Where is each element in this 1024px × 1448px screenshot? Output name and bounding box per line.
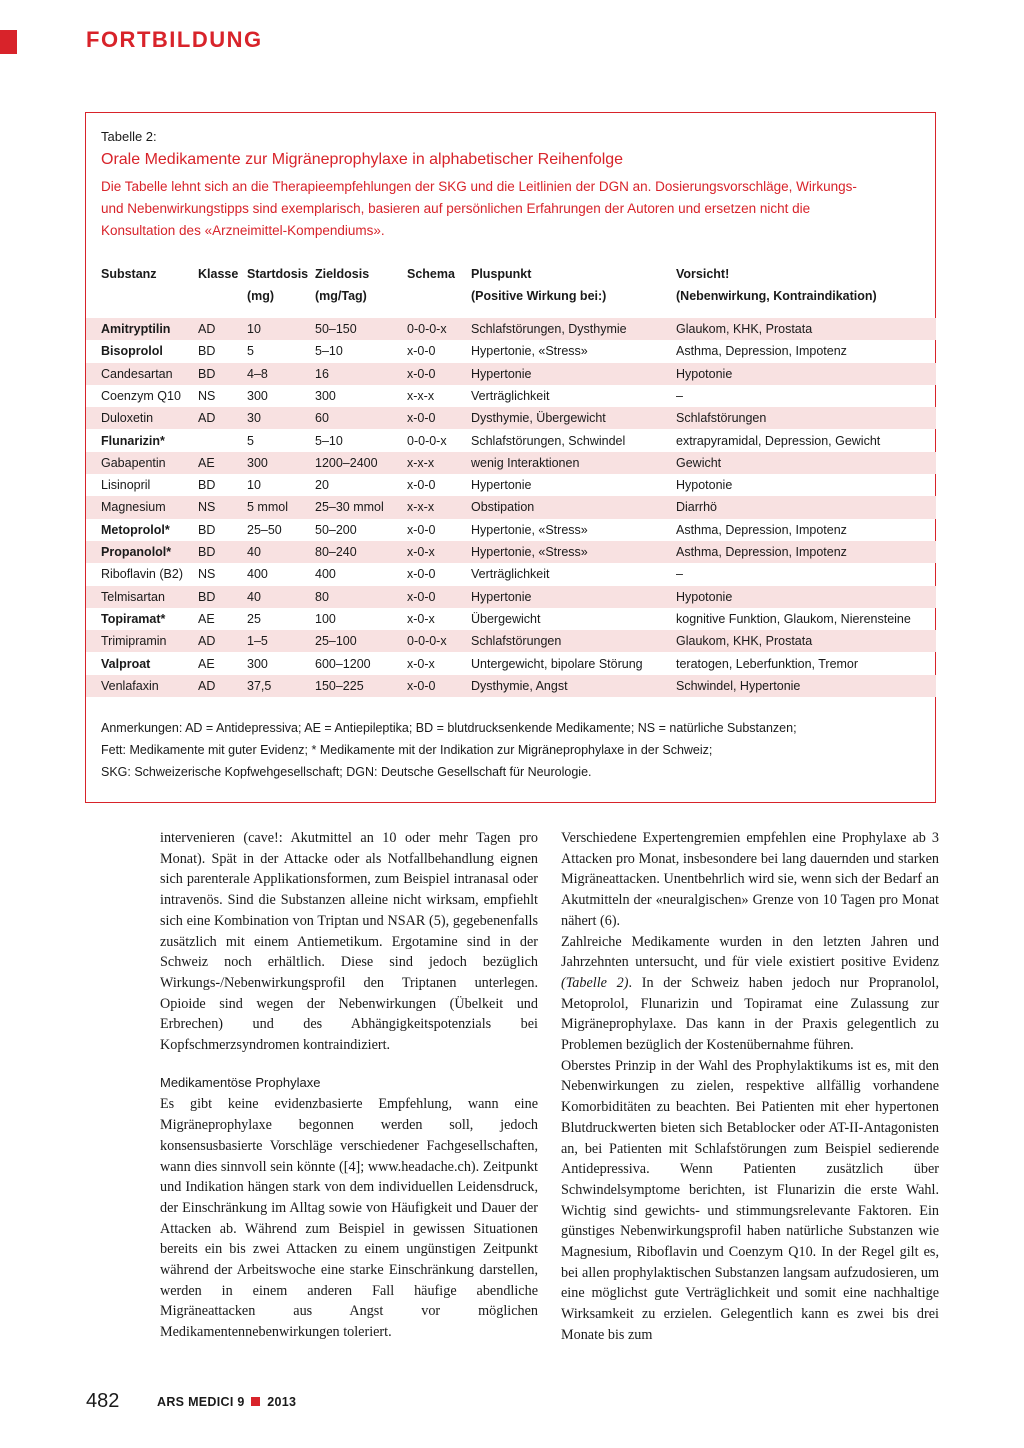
medication-table (85, 112, 936, 803)
subheading: Medikamentöse Prophylaxe (160, 1074, 321, 1090)
header-substanz: Substanz (101, 267, 157, 281)
table-cell: Flunarizin* (101, 433, 165, 448)
table-cell: Hypertonie (471, 589, 532, 604)
table-cell: 600–1200 (315, 656, 371, 671)
table-cell: Trimipramin (101, 634, 167, 649)
square-icon (251, 1397, 260, 1406)
table-cell: Lisinopril (101, 478, 151, 493)
journal-name: ARS MEDICI 9 2013 (157, 1395, 297, 1409)
table-cell: 60 (315, 411, 329, 426)
table-cell: Bisoprolol (101, 344, 163, 359)
table-cell: Diarrhö (676, 500, 717, 515)
table-cell: Hypotonie (676, 478, 733, 493)
table-row (86, 608, 936, 630)
note-line: Fett: Medikamente mit guter Evidenz; * Medikamente mit der Indikation zur Migräneprophylaxe in der Schweiz; (101, 743, 713, 757)
table-cell: Venlafaxin (101, 678, 159, 693)
table-cell: 10 (247, 478, 261, 493)
table-cell: Coenzym Q10 (101, 388, 181, 403)
table-row (86, 430, 936, 452)
table-cell: x-0-x (407, 545, 435, 559)
table-cell: kognitive Funktion, Glaukom, Nierensteine (676, 611, 911, 626)
table-cell: extrapyramidal, Depression, Gewicht (676, 433, 881, 448)
table-cell: 400 (247, 567, 268, 582)
table-cell: 50–200 (315, 522, 357, 537)
table-cell: 16 (315, 366, 329, 381)
table-cell: BD (198, 478, 216, 493)
table-cell: Verträglichkeit (471, 388, 550, 403)
page-number: 482 (86, 1390, 120, 1412)
note-line: Anmerkungen: AD = Antidepressiva; AE = Antiepileptika; BD = blutdrucksenkende Medikamente; NS = natürliche Substanzen; (101, 721, 797, 735)
table-cell: 300 (247, 455, 268, 470)
header-startdosis: Startdosis (mg) (247, 267, 309, 303)
table-cell: NS (198, 500, 216, 515)
table-row (86, 630, 936, 652)
table-cell: 300 (247, 656, 268, 671)
table-cell: 80–240 (315, 545, 357, 559)
table-cell: 40 (247, 545, 261, 559)
table-cell: 1–5 (247, 634, 268, 649)
table-cell: Gabapentin (101, 455, 166, 470)
table-cell: Asthma, Depression, Impotenz (676, 545, 847, 559)
table-row (86, 474, 936, 496)
header-pluspunkt: Pluspunkt (Positive Wirkung bei:) (471, 267, 607, 303)
table-cell: 25 (247, 611, 261, 626)
table-cell: Dysthymie, Angst (471, 678, 568, 693)
table-cell: AD (198, 678, 216, 693)
table-cell: Obstipation (471, 500, 535, 515)
table-cell: 20 (315, 478, 329, 493)
table-cell: – (676, 388, 683, 403)
paragraph: intervenieren (cave!: Akutmittel an 10 oder mehr Tagen pro Monat). Spät in der Attacke oder als Notfallbehandlung eignen sich parenterale Applikationsformen, zum Beispiel intranasal oder intravenös. Sind die Substanzen alleine nicht wirksam, empfiehlt sich eine Kombination von Triptan und NSAR (5), gegebenenfalls zusätzlich mit einem Antiemetikum. Ergotamine sind in der Schweiz noch erhältlich. Diese sind jedoch bezüglich Wirkungs-/Nebenwirkungsprofil den Triptanen unterlegen. Opioide sind wegen der Nebenwirkungen (Übelkeit und Erbrechen) und des Abhängigkeitspotenzials bei Kopfschmerzsyndromen kontraindiziert. (160, 830, 538, 1054)
table-cell: Verträglichkeit (471, 567, 550, 582)
header-zieldosis: Zieldosis (mg/Tag) (315, 267, 370, 303)
table-cell: Hypotonie (676, 366, 733, 381)
table-cell: BD (198, 545, 216, 559)
table-cell: NS (198, 388, 216, 403)
table-cell: 100 (315, 611, 336, 626)
table-cell: Dysthymie, Übergewicht (471, 411, 606, 426)
table-cell: 300 (247, 388, 268, 403)
table-cell: 0-0-0-x (407, 634, 447, 649)
table-cell: 25–30 mmol (315, 500, 384, 515)
table-cell: BD (198, 344, 216, 359)
table-cell: x-0-0 (407, 567, 436, 582)
table-cell: Asthma, Depression, Impotenz (676, 344, 847, 359)
table-cell: Duloxetin (101, 411, 154, 426)
table-cell: 10 (247, 322, 261, 336)
table-row (86, 340, 936, 362)
table-cell: x-0-0 (407, 678, 436, 693)
table-cell: BD (198, 522, 216, 537)
table-cell: Magnesium (101, 500, 166, 515)
table-cell: Hypertonie (471, 478, 532, 493)
table-cell: Schlafstörungen (676, 411, 767, 426)
table-cell: 4–8 (247, 366, 268, 381)
table-cell: 1200–2400 (315, 455, 378, 470)
table-cell: Propanolol* (101, 545, 172, 559)
table-cell: 150–225 (315, 678, 364, 693)
table-cell: x-0-x (407, 611, 435, 626)
table-cell: Valproat (101, 656, 151, 671)
paragraph: Es gibt keine evidenzbasierte Empfehlung, wann eine Migräneprophylaxe begonnen werden soll, jedoch konsensusbasierte Vorschläge verschiedener Fachgesellschaften, wann dies sinnvoll sein könnte ([4]; www.headache.ch). Zeitpunkt und Indikation hängen stark von dem individuellen Leidensdruck, der Einschränkung im Alltag sowie von Häufigkeit und Dauer der Attacken ab. Während zum Beispiel in gewissen Situationen bereits ein bis zwei Attacken zu einem ungünstigen Zeitpunkt während der Arbeitswoche eine starke Einschränkung darstellen, werden in einem anderen Fall häufige abendliche Migräneattacken aus Angst vor möglichen Medikamentennebenwirkungen toleriert. (160, 1096, 538, 1341)
paragraph: Verschiedene Expertengremien empfehlen eine Prophylaxe ab 3 Attacken pro Monat, insbesondere bei lang dauernden und starken Migräneattacken. Unentbehrlich wird sie, wenn sich der Bedarf an Akutmitteln der «neuralgischen» Grenze von 10 Tagen pro Monat nähert (6). (561, 830, 939, 929)
table-cell: Schlafstörungen, Schwindel (471, 433, 626, 448)
table-cell: 0-0-0-x (407, 433, 447, 448)
table-cell: x-0-0 (407, 589, 436, 604)
table-cell: 37,5 (247, 678, 272, 693)
table-cell: wenig Interaktionen (471, 455, 580, 470)
text-column-right (561, 828, 939, 1346)
table-cell: x-x-x (407, 388, 435, 403)
table-cell: 5 (247, 433, 254, 448)
table-row (86, 675, 936, 697)
table-label: Tabelle 2: (101, 129, 157, 144)
table-notes (101, 717, 921, 783)
table-cell: Hypertonie, «Stress» (471, 522, 588, 537)
table-cell: 5 (247, 344, 254, 359)
table-cell: Schlafstörungen (471, 634, 562, 649)
table-cell: Hypertonie, «Stress» (471, 344, 588, 359)
table-cell: Übergewicht (471, 611, 541, 626)
table-row (86, 363, 936, 385)
table-cell: Untergewicht, bipolare Störung (471, 656, 643, 671)
table-cell: Topiramat* (101, 611, 166, 626)
table-cell: Telmisartan (101, 589, 165, 604)
table-cell: AE (198, 611, 215, 626)
table-cell: AE (198, 656, 215, 671)
table-cell: Riboflavin (B2) (101, 567, 183, 582)
table-cell: Hypotonie (676, 589, 733, 604)
text-column-left (160, 828, 538, 1343)
table-cell: x-0-0 (407, 411, 436, 426)
table-cell: Metoprolol* (101, 522, 170, 537)
header-klasse: Klasse (198, 267, 239, 281)
table-cell: x-x-x (407, 500, 435, 515)
table-cell: x-0-0 (407, 478, 436, 493)
header-schema: Schema (407, 267, 455, 281)
table-cell: Candesartan (101, 366, 173, 381)
table-cell: 0-0-0-x (407, 322, 447, 336)
table-cell: 30 (247, 411, 261, 426)
table-cell: x-0-0 (407, 522, 436, 537)
table-cell: Asthma, Depression, Impotenz (676, 522, 847, 537)
note-line: SKG: Schweizerische Kopfwehgesellschaft; DGN: Deutsche Gesellschaft für Neurologie. (101, 765, 592, 779)
section-title: FORTBILDUNG (86, 27, 263, 52)
table-cell: 80 (315, 589, 329, 604)
table-row (86, 519, 936, 541)
table-cell: x-0-0 (407, 366, 436, 381)
table-cell: Hypertonie (471, 366, 532, 381)
table-cell: BD (198, 589, 216, 604)
table-cell: Amitryptilin (101, 322, 171, 336)
section-marker (0, 30, 17, 54)
table-row (86, 653, 936, 675)
table-cell: AD (198, 322, 216, 336)
table-cell: x-0-x (407, 656, 435, 671)
table-cell: AD (198, 634, 216, 649)
table-cell: 25–100 (315, 634, 357, 649)
table-cell: 5–10 (315, 344, 343, 359)
table-cell: BD (198, 366, 216, 381)
table-title: Orale Medikamente zur Migräneprophylaxe in alphabetischer Reihenfolge (101, 151, 624, 168)
table-cell: AE (198, 455, 215, 470)
table-row (86, 385, 936, 407)
table-row (86, 407, 936, 429)
table-row (86, 586, 936, 608)
table-cell: 5 mmol (247, 500, 288, 515)
table-cell: Glaukom, KHK, Prostata (676, 634, 813, 649)
table-cell: 40 (247, 589, 261, 604)
paragraph: Zahlreiche Medikamente wurden in den letzten Jahren und Jahrzehnten untersucht, und für viele existiert positive Evidenz (Tabelle 2). In der Schweiz haben jedoch nur Propranolol, Metoprolol, Flunarizin und Topiramat eine Zulassung zur Migräneprophylaxe. Das kann in der Praxis gelegentlich zu Problemen bezüglich der Kostenübernahme führen. (561, 933, 939, 1054)
paragraph: Oberstes Prinzip in der Wahl des Prophylaktikums ist es, mit den Nebenwirkungen zu zielen, respektive allfällig vorhandene Komorbiditäten zu beachten. Bei Patienten mit eher hypertonen Blutdruckwerten bieten sich Betablocker oder AT-II-Antagonisten an, bei Patienten mit Schlafstörungen zum Beispiel sedierende Antidepressiva. Wenn Patienten zusätzlich über Schwindelsymptome berichten, ist Flunarizin die erste Wahl. Wichtig sind gewichts- und stimmungsrelevante Faktoren. Ein günstiges Nebenwirkungsprofil haben natürliche Substanzen wie Magnesium, Riboflavin und Coenzym Q10. In der Regel gilt es, bei allen prophylaktischen Substanzen langsam aufzudosieren, um eine möglichst gute Verträglichkeit und somit eine nachhaltige Wirksamkeit zu erzielen. Gelegentlich kann es zwei bis drei Monate bis zum (561, 1057, 939, 1343)
header-vorsicht: Vorsicht! (Nebenwirkung, Kontraindikation) (676, 267, 877, 303)
table-row (86, 496, 936, 518)
table-cell: AD (198, 411, 216, 426)
table-cell: Glaukom, KHK, Prostata (676, 322, 813, 336)
table-cell: Schlafstörungen, Dysthymie (471, 322, 627, 336)
table-row (86, 452, 936, 474)
table-cell: 50–150 (315, 322, 357, 336)
table-cell: x-x-x (407, 455, 435, 470)
table-cell: – (676, 567, 683, 582)
table-cell: Hypertonie, «Stress» (471, 545, 588, 559)
table-cell: x-0-0 (407, 344, 436, 359)
table-cell: teratogen, Leberfunktion, Tremor (676, 656, 859, 671)
table-cell: Gewicht (676, 455, 722, 470)
table-cell: Schwindel, Hypertonie (676, 678, 801, 693)
table-cell: 25–50 (247, 522, 282, 537)
table-row (86, 563, 936, 585)
table-row (86, 541, 936, 563)
table-row (86, 318, 936, 340)
table-cell: 5–10 (315, 433, 343, 448)
table-cell: NS (198, 567, 216, 582)
table-reference: (Tabelle 2) (561, 974, 629, 991)
table-description: Die Tabelle lehnt sich an die Therapieempfehlungen der SKG und die Leitlinien der DGN an. Dosierungsvorschläge, Wirkungs- und Nebenwirkungstipps sind exemplarisch, basieren auf persönlichen Erfahrungen der Autoren und ersetzen nicht die Konsultation des «Arzneimittel-Kompendiums». (101, 179, 857, 238)
table-cell: 300 (315, 388, 336, 403)
table-cell: 400 (315, 567, 336, 582)
